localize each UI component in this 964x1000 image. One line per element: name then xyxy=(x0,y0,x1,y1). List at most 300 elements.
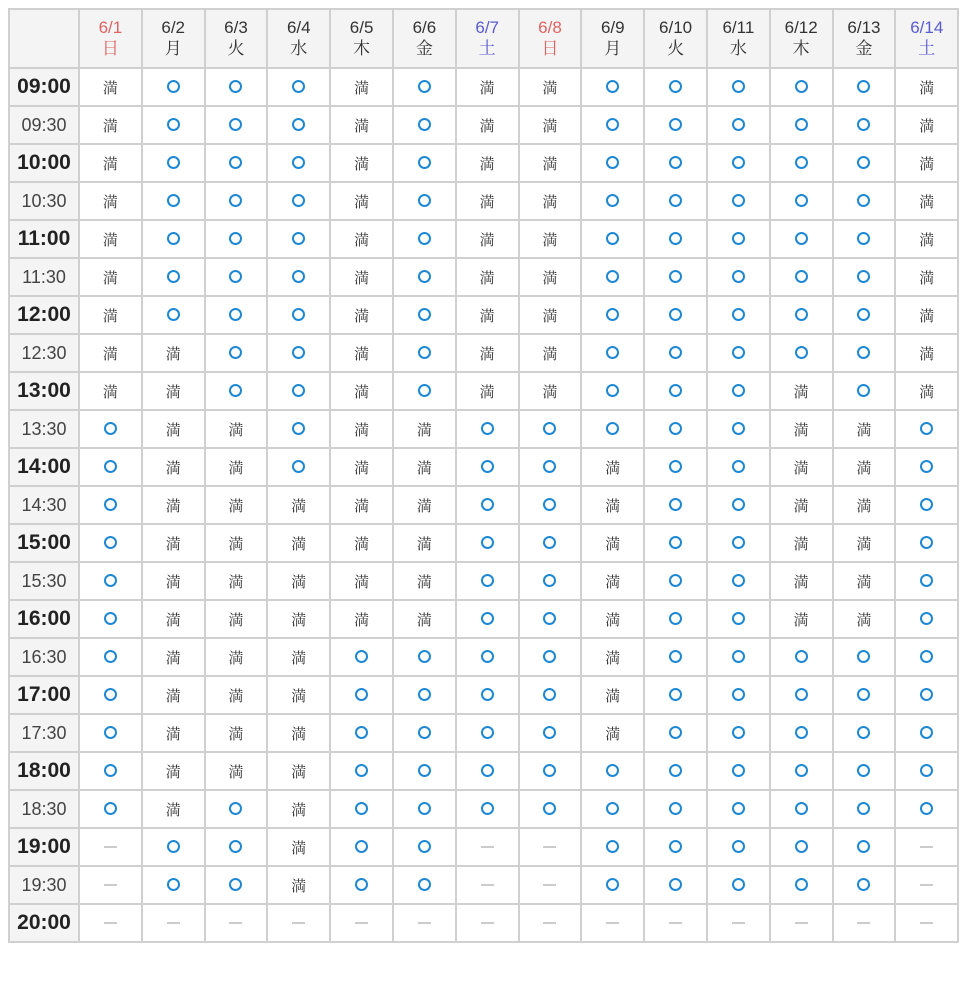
slot-available[interactable] xyxy=(79,524,142,562)
slot-available[interactable] xyxy=(644,828,707,866)
slot-full xyxy=(519,144,582,182)
slot-full xyxy=(142,790,205,828)
slot-unavailable xyxy=(519,828,582,866)
slot-available[interactable] xyxy=(833,106,896,144)
slot-available[interactable] xyxy=(205,106,268,144)
slot-available[interactable] xyxy=(833,752,896,790)
time-label: 13:30 xyxy=(9,410,79,448)
time-label: 20:00 xyxy=(9,904,79,942)
slot-available[interactable] xyxy=(79,600,142,638)
slot-full xyxy=(330,258,393,296)
slot-available[interactable] xyxy=(644,866,707,904)
slot-full xyxy=(393,524,456,562)
slot-available[interactable] xyxy=(142,106,205,144)
slot-full xyxy=(205,638,268,676)
weekday-label: 金 xyxy=(855,38,873,58)
slot-unavailable xyxy=(895,904,958,942)
slot-full xyxy=(895,220,958,258)
slot-available[interactable] xyxy=(393,866,456,904)
time-label: 15:30 xyxy=(9,562,79,600)
slot-available[interactable] xyxy=(833,144,896,182)
slot-full xyxy=(833,410,896,448)
slot-full xyxy=(142,448,205,486)
slot-available[interactable] xyxy=(707,524,770,562)
slot-full xyxy=(330,486,393,524)
slot-available[interactable] xyxy=(833,258,896,296)
slot-full xyxy=(267,562,330,600)
slot-available[interactable] xyxy=(833,828,896,866)
slot-available[interactable] xyxy=(770,828,833,866)
slot-full xyxy=(456,334,519,372)
slot-full xyxy=(205,752,268,790)
slot-available[interactable] xyxy=(707,182,770,220)
slot-unavailable xyxy=(456,828,519,866)
slot-available[interactable] xyxy=(393,258,456,296)
slot-available[interactable] xyxy=(79,410,142,448)
slot-available[interactable] xyxy=(644,258,707,296)
slot-available[interactable] xyxy=(79,714,142,752)
time-row xyxy=(9,68,958,106)
slot-available[interactable] xyxy=(770,220,833,258)
slot-available[interactable] xyxy=(644,68,707,106)
slot-unavailable xyxy=(895,828,958,866)
slot-available[interactable] xyxy=(581,106,644,144)
slot-available[interactable] xyxy=(644,676,707,714)
slot-full xyxy=(456,182,519,220)
slot-available[interactable] xyxy=(267,144,330,182)
slot-available[interactable] xyxy=(644,790,707,828)
slot-available[interactable] xyxy=(267,372,330,410)
slot-available[interactable] xyxy=(519,638,582,676)
slot-available[interactable] xyxy=(142,220,205,258)
slot-available[interactable] xyxy=(79,752,142,790)
date-label: 6/14 xyxy=(910,18,944,38)
slot-available[interactable] xyxy=(833,866,896,904)
slot-available[interactable] xyxy=(581,68,644,106)
weekday-label: 月 xyxy=(604,38,622,58)
slot-available[interactable] xyxy=(833,334,896,372)
slot-available[interactable] xyxy=(644,106,707,144)
slot-full xyxy=(770,562,833,600)
slot-available[interactable] xyxy=(79,676,142,714)
slot-available[interactable] xyxy=(895,790,958,828)
slot-available[interactable] xyxy=(644,144,707,182)
slot-available[interactable] xyxy=(644,448,707,486)
slot-available[interactable] xyxy=(393,106,456,144)
slot-full xyxy=(267,486,330,524)
slot-available[interactable] xyxy=(393,828,456,866)
time-label: 12:00 xyxy=(9,296,79,334)
slot-available[interactable] xyxy=(393,296,456,334)
slot-available[interactable] xyxy=(707,790,770,828)
slot-available[interactable] xyxy=(581,296,644,334)
slot-full xyxy=(205,562,268,600)
slot-available[interactable] xyxy=(519,486,582,524)
slot-available[interactable] xyxy=(581,144,644,182)
slot-full xyxy=(142,676,205,714)
weekday-label: 日 xyxy=(541,38,559,58)
slot-full xyxy=(79,372,142,410)
time-label: 10:00 xyxy=(9,144,79,182)
slot-available[interactable] xyxy=(456,410,519,448)
slot-available[interactable] xyxy=(393,676,456,714)
slot-available[interactable] xyxy=(79,448,142,486)
slot-available[interactable] xyxy=(895,486,958,524)
time-row xyxy=(9,334,958,372)
slot-available[interactable] xyxy=(833,638,896,676)
slot-available[interactable] xyxy=(393,752,456,790)
slot-available[interactable] xyxy=(644,638,707,676)
slot-full xyxy=(456,106,519,144)
time-label: 15:00 xyxy=(9,524,79,562)
slot-available[interactable] xyxy=(456,600,519,638)
slot-full xyxy=(456,68,519,106)
slot-available[interactable] xyxy=(142,296,205,334)
slot-available[interactable] xyxy=(205,68,268,106)
slot-full xyxy=(393,600,456,638)
slot-full xyxy=(519,334,582,372)
slot-full xyxy=(770,600,833,638)
slot-full xyxy=(205,524,268,562)
slot-available[interactable] xyxy=(205,220,268,258)
slot-available[interactable] xyxy=(770,714,833,752)
slot-available[interactable] xyxy=(393,182,456,220)
slot-available[interactable] xyxy=(707,562,770,600)
weekday-label: 水 xyxy=(729,38,747,58)
date-header-cell xyxy=(267,9,330,68)
slot-available[interactable] xyxy=(833,790,896,828)
slot-available[interactable] xyxy=(393,714,456,752)
slot-available[interactable] xyxy=(895,448,958,486)
slot-available[interactable] xyxy=(519,600,582,638)
slot-available[interactable] xyxy=(644,296,707,334)
slot-available[interactable] xyxy=(644,182,707,220)
slot-available[interactable] xyxy=(770,866,833,904)
slot-available[interactable] xyxy=(707,220,770,258)
slot-available[interactable] xyxy=(707,714,770,752)
slot-available[interactable] xyxy=(330,866,393,904)
slot-available[interactable] xyxy=(581,410,644,448)
slot-full xyxy=(267,790,330,828)
slot-available[interactable] xyxy=(519,790,582,828)
slot-available[interactable] xyxy=(895,524,958,562)
slot-available[interactable] xyxy=(142,828,205,866)
slot-full xyxy=(581,714,644,752)
slot-full xyxy=(581,562,644,600)
slot-available[interactable] xyxy=(79,486,142,524)
slot-full xyxy=(79,220,142,258)
slot-available[interactable] xyxy=(833,296,896,334)
slot-available[interactable] xyxy=(707,296,770,334)
slot-available[interactable] xyxy=(581,334,644,372)
time-slots xyxy=(9,68,958,942)
slot-full xyxy=(581,448,644,486)
slot-available[interactable] xyxy=(770,106,833,144)
slot-available[interactable] xyxy=(519,676,582,714)
slot-available[interactable] xyxy=(456,790,519,828)
slot-available[interactable] xyxy=(895,562,958,600)
slot-available[interactable] xyxy=(581,220,644,258)
slot-full xyxy=(833,524,896,562)
date-header-cell xyxy=(519,9,582,68)
slot-available[interactable] xyxy=(267,106,330,144)
slot-available[interactable] xyxy=(456,752,519,790)
slot-available[interactable] xyxy=(456,714,519,752)
slot-available[interactable] xyxy=(770,182,833,220)
slot-available[interactable] xyxy=(519,562,582,600)
slot-available[interactable] xyxy=(707,828,770,866)
slot-full xyxy=(393,562,456,600)
slot-available[interactable] xyxy=(393,68,456,106)
slot-full xyxy=(833,562,896,600)
time-row xyxy=(9,638,958,676)
slot-full xyxy=(519,220,582,258)
slot-full xyxy=(330,410,393,448)
slot-available[interactable] xyxy=(707,372,770,410)
time-label: 09:30 xyxy=(9,106,79,144)
slot-unavailable xyxy=(519,866,582,904)
slot-available[interactable] xyxy=(519,714,582,752)
slot-available[interactable] xyxy=(770,638,833,676)
slot-available[interactable] xyxy=(267,296,330,334)
slot-available[interactable] xyxy=(267,220,330,258)
slot-full xyxy=(142,752,205,790)
weekday-label: 日 xyxy=(101,38,119,58)
slot-full xyxy=(79,258,142,296)
slot-unavailable xyxy=(581,904,644,942)
slot-available[interactable] xyxy=(770,334,833,372)
time-row xyxy=(9,106,958,144)
slot-available[interactable] xyxy=(519,448,582,486)
slot-available[interactable] xyxy=(205,258,268,296)
slot-unavailable xyxy=(267,904,330,942)
slot-available[interactable] xyxy=(707,334,770,372)
slot-full xyxy=(267,638,330,676)
slot-available[interactable] xyxy=(456,562,519,600)
slot-full xyxy=(267,828,330,866)
slot-available[interactable] xyxy=(519,524,582,562)
slot-available[interactable] xyxy=(456,524,519,562)
slot-full xyxy=(79,334,142,372)
slot-available[interactable] xyxy=(330,752,393,790)
slot-available[interactable] xyxy=(581,372,644,410)
slot-available[interactable] xyxy=(833,182,896,220)
time-row xyxy=(9,866,958,904)
slot-available[interactable] xyxy=(707,676,770,714)
slot-available[interactable] xyxy=(393,790,456,828)
slot-available[interactable] xyxy=(393,144,456,182)
slot-full xyxy=(895,372,958,410)
slot-available[interactable] xyxy=(79,562,142,600)
slot-available[interactable] xyxy=(707,144,770,182)
time-label: 16:00 xyxy=(9,600,79,638)
slot-available[interactable] xyxy=(895,676,958,714)
slot-available[interactable] xyxy=(770,752,833,790)
weekday-label: 水 xyxy=(290,38,308,58)
slot-available[interactable] xyxy=(267,410,330,448)
time-row xyxy=(9,296,958,334)
slot-available[interactable] xyxy=(79,790,142,828)
slot-available[interactable] xyxy=(267,258,330,296)
time-row xyxy=(9,828,958,866)
slot-available[interactable] xyxy=(644,524,707,562)
slot-available[interactable] xyxy=(770,296,833,334)
slot-full xyxy=(393,486,456,524)
slot-available[interactable] xyxy=(644,562,707,600)
date-header-cell xyxy=(330,9,393,68)
slot-available[interactable] xyxy=(393,372,456,410)
slot-available[interactable] xyxy=(707,448,770,486)
slot-available[interactable] xyxy=(330,676,393,714)
slot-available[interactable] xyxy=(581,866,644,904)
slot-available[interactable] xyxy=(644,334,707,372)
slot-available[interactable] xyxy=(205,296,268,334)
slot-available[interactable] xyxy=(707,752,770,790)
slot-available[interactable] xyxy=(707,68,770,106)
slot-available[interactable] xyxy=(895,752,958,790)
slot-available[interactable] xyxy=(205,828,268,866)
slot-available[interactable] xyxy=(330,790,393,828)
slot-available[interactable] xyxy=(393,334,456,372)
slot-available[interactable] xyxy=(895,714,958,752)
slot-available[interactable] xyxy=(833,676,896,714)
slot-available[interactable] xyxy=(267,68,330,106)
slot-unavailable xyxy=(833,904,896,942)
slot-available[interactable] xyxy=(644,372,707,410)
slot-available[interactable] xyxy=(142,182,205,220)
slot-full xyxy=(895,258,958,296)
slot-full xyxy=(895,296,958,334)
slot-available[interactable] xyxy=(707,106,770,144)
slot-available[interactable] xyxy=(267,182,330,220)
slot-available[interactable] xyxy=(833,68,896,106)
time-label: 14:30 xyxy=(9,486,79,524)
slot-available[interactable] xyxy=(707,638,770,676)
slot-full xyxy=(267,600,330,638)
slot-available[interactable] xyxy=(644,220,707,258)
slot-available[interactable] xyxy=(707,258,770,296)
slot-full xyxy=(142,562,205,600)
slot-full xyxy=(581,676,644,714)
slot-full xyxy=(330,220,393,258)
slot-full xyxy=(456,144,519,182)
slot-available[interactable] xyxy=(770,144,833,182)
slot-available[interactable] xyxy=(707,866,770,904)
slot-full xyxy=(142,524,205,562)
slot-available[interactable] xyxy=(770,258,833,296)
slot-available[interactable] xyxy=(644,752,707,790)
slot-available[interactable] xyxy=(770,676,833,714)
slot-full xyxy=(519,106,582,144)
time-label: 17:30 xyxy=(9,714,79,752)
slot-available[interactable] xyxy=(707,486,770,524)
slot-available[interactable] xyxy=(644,714,707,752)
slot-available[interactable] xyxy=(519,410,582,448)
slot-available[interactable] xyxy=(330,828,393,866)
slot-available[interactable] xyxy=(205,866,268,904)
slot-full xyxy=(895,182,958,220)
slot-unavailable xyxy=(519,904,582,942)
time-row xyxy=(9,524,958,562)
slot-available[interactable] xyxy=(267,448,330,486)
slot-full xyxy=(267,676,330,714)
slot-available[interactable] xyxy=(644,486,707,524)
slot-unavailable xyxy=(79,866,142,904)
slot-available[interactable] xyxy=(142,258,205,296)
slot-available[interactable] xyxy=(205,372,268,410)
slot-available[interactable] xyxy=(456,638,519,676)
slot-available[interactable] xyxy=(456,448,519,486)
slot-full xyxy=(770,448,833,486)
slot-available[interactable] xyxy=(205,144,268,182)
slot-available[interactable] xyxy=(833,220,896,258)
slot-available[interactable] xyxy=(770,790,833,828)
date-label: 6/1 xyxy=(98,18,123,38)
date-label: 6/3 xyxy=(224,18,248,38)
slot-available[interactable] xyxy=(581,258,644,296)
slot-available[interactable] xyxy=(142,144,205,182)
date-header-cell xyxy=(205,9,268,68)
date-label: 6/8 xyxy=(538,18,562,38)
slot-available[interactable] xyxy=(644,410,707,448)
slot-available[interactable] xyxy=(142,866,205,904)
slot-available[interactable] xyxy=(895,600,958,638)
slot-available[interactable] xyxy=(205,334,268,372)
slot-full xyxy=(330,524,393,562)
slot-available[interactable] xyxy=(581,752,644,790)
slot-available[interactable] xyxy=(393,638,456,676)
slot-available[interactable] xyxy=(393,220,456,258)
slot-full xyxy=(519,372,582,410)
weekday-label: 月 xyxy=(164,38,182,58)
slot-available[interactable] xyxy=(770,68,833,106)
slot-unavailable xyxy=(79,828,142,866)
date-header-cell xyxy=(581,9,644,68)
date-header-cell xyxy=(770,9,833,68)
time-label: 13:00 xyxy=(9,372,79,410)
date-label: 6/2 xyxy=(161,18,186,38)
slot-available[interactable] xyxy=(456,676,519,714)
slot-available[interactable] xyxy=(895,638,958,676)
slot-unavailable xyxy=(142,904,205,942)
slot-available[interactable] xyxy=(519,752,582,790)
slot-available[interactable] xyxy=(581,182,644,220)
slot-available[interactable] xyxy=(833,372,896,410)
slot-available[interactable] xyxy=(581,828,644,866)
slot-available[interactable] xyxy=(330,638,393,676)
slot-available[interactable] xyxy=(330,714,393,752)
slot-available[interactable] xyxy=(205,790,268,828)
slot-available[interactable] xyxy=(833,714,896,752)
slot-available[interactable] xyxy=(644,600,707,638)
slot-available[interactable] xyxy=(456,486,519,524)
slot-available[interactable] xyxy=(205,182,268,220)
time-row xyxy=(9,790,958,828)
slot-available[interactable] xyxy=(581,790,644,828)
time-row xyxy=(9,220,958,258)
slot-available[interactable] xyxy=(79,638,142,676)
slot-available[interactable] xyxy=(142,68,205,106)
time-row xyxy=(9,182,958,220)
time-row xyxy=(9,486,958,524)
slot-unavailable xyxy=(707,904,770,942)
slot-available[interactable] xyxy=(707,410,770,448)
slot-full xyxy=(330,372,393,410)
time-label: 19:30 xyxy=(9,866,79,904)
slot-available[interactable] xyxy=(267,334,330,372)
slot-available[interactable] xyxy=(707,600,770,638)
slot-available[interactable] xyxy=(895,410,958,448)
